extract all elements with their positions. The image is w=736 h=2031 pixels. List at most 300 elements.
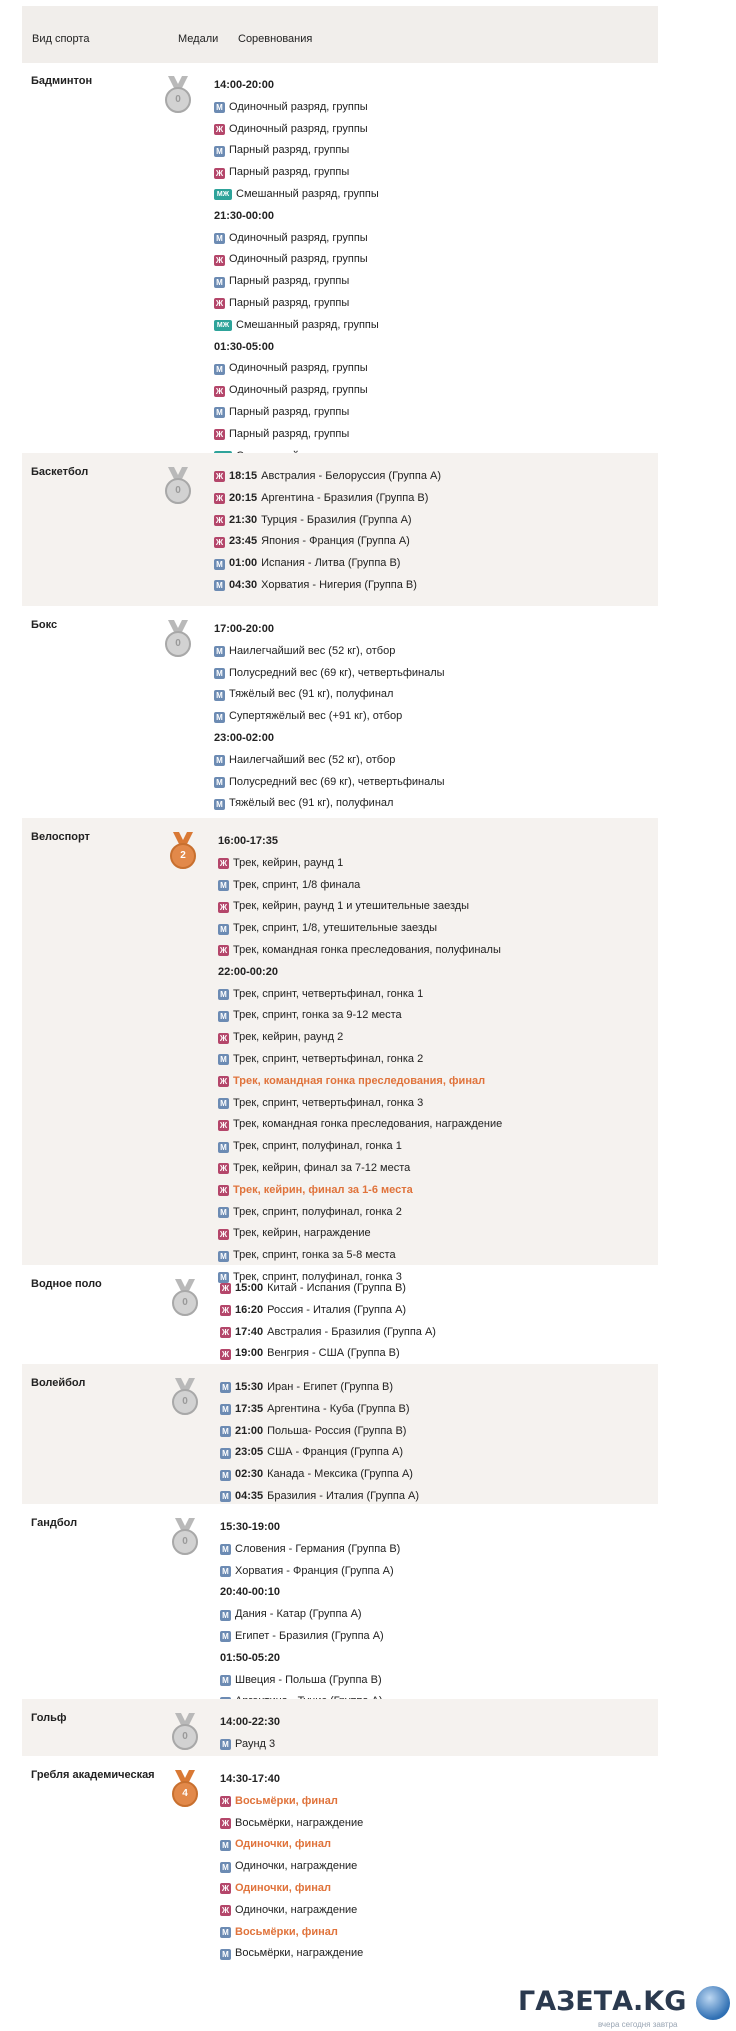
events-list [214, 466, 441, 597]
event-time: 04:30 [229, 578, 258, 591]
site-logo [518, 1986, 736, 2031]
event-item [214, 663, 445, 685]
women-badge-icon: Ж [219, 1120, 228, 1130]
event-text: Хорватия - Франция (Группа А) [235, 1564, 394, 1577]
event-item [214, 380, 379, 402]
men-badge-icon: М [214, 559, 225, 570]
women-badge-icon: Ж [215, 386, 224, 396]
event-item [214, 553, 441, 575]
event-item [214, 466, 441, 488]
men-badge-icon: М [214, 102, 225, 113]
event-item [220, 1539, 400, 1561]
event-text: Парный разряд, группы [229, 405, 350, 418]
event-time: 18:15 [229, 470, 258, 482]
men-badge-icon: М [220, 1631, 231, 1642]
event-item [218, 1136, 502, 1158]
event-text: Одиночки, награждение [235, 1860, 358, 1873]
event-item [214, 793, 445, 815]
event-item [220, 1878, 363, 1900]
men-badge-icon: М [214, 712, 225, 723]
event-item [214, 424, 379, 446]
time-range [220, 1769, 363, 1791]
sport-name: Баскетбол [31, 466, 89, 478]
event-item [220, 1343, 436, 1365]
event-item [214, 140, 379, 162]
sport-row [22, 453, 658, 606]
events-list [220, 1377, 419, 1508]
event-text: Испания - Литва (Группа В) [261, 557, 401, 570]
event-text: Трек, спринт, полуфинал, гонка 1 [233, 1140, 402, 1153]
event-item [214, 184, 379, 206]
event-item [220, 1813, 363, 1835]
event-item [218, 896, 502, 918]
men-badge-icon: М [214, 799, 225, 810]
medal-icon [172, 1518, 198, 1558]
event-text: Трек, командная гонка преследования, награждение [233, 1118, 503, 1131]
event-item [214, 488, 441, 510]
event-text: Супертяжёлый вес (+91 кг), отбор [229, 710, 403, 723]
women-badge-icon: Ж [219, 1186, 228, 1196]
table-header [22, 6, 658, 63]
women-badge-icon: Ж [215, 255, 224, 265]
medal-event-text: Восьмёрки, финал [235, 1925, 338, 1938]
event-time: 23:45 [229, 535, 258, 548]
event-item [218, 918, 502, 940]
event-time: 02:30 [235, 1468, 264, 1481]
events-list [214, 75, 379, 467]
men-badge-icon: М [214, 233, 225, 244]
globe-icon [696, 1986, 730, 2020]
time-range-text: 15:30-19:00 [220, 1521, 280, 1533]
event-text: США - Франция (Группа А) [267, 1446, 403, 1459]
event-text: Трек, спринт, 1/8, утешительные заезды [233, 922, 438, 935]
sport-name: Гольф [31, 1712, 67, 1724]
time-range [220, 1712, 280, 1734]
men-badge-icon: М [220, 1840, 231, 1851]
event-item [214, 531, 441, 553]
event-item [218, 1158, 502, 1180]
women-badge-icon: Ж [215, 472, 224, 482]
event-text: Парный разряд, группы [229, 296, 350, 309]
women-badge-icon: Ж [215, 494, 224, 504]
event-text: Одиночный разряд, группы [229, 253, 368, 266]
time-range-text: 22:00-00:20 [218, 965, 278, 978]
sport-name: Гандбол [31, 1517, 78, 1529]
event-item [220, 1834, 363, 1856]
event-text: Смешанный разряд, группы [236, 187, 379, 200]
medal-count: 0 [172, 1290, 198, 1316]
event-item [214, 575, 441, 597]
event-item [220, 1421, 419, 1443]
events-list [214, 619, 445, 837]
event-text: Раунд 3 [235, 1737, 276, 1750]
event-text: Одиночки, награждение [235, 1903, 358, 1916]
men-badge-icon: М [218, 1142, 229, 1153]
men-badge-icon: М [220, 1404, 231, 1415]
event-item [214, 293, 379, 315]
women-badge-icon: Ж [215, 537, 224, 547]
event-text: Восьмёрки, награждение [235, 1947, 364, 1960]
event-text: Смешанный разряд, группы [236, 318, 379, 331]
event-item [220, 1900, 363, 1922]
sport-row [22, 818, 658, 1283]
women-badge-icon: Ж [215, 515, 224, 525]
event-item [214, 358, 379, 380]
event-item [218, 1180, 502, 1202]
sport-name: Велоспорт [31, 831, 90, 843]
mixed-badge-icon: МЖ [214, 320, 232, 331]
logo-tagline: вчера сегодня завтра [598, 2020, 678, 2029]
event-item [214, 706, 445, 728]
men-badge-icon: М [214, 407, 225, 418]
event-item [220, 1791, 363, 1813]
event-text: Тяжёлый вес (91 кг), полуфинал [229, 797, 394, 810]
women-badge-icon: Ж [221, 1284, 230, 1294]
event-text: Россия - Италия (Группа А) [267, 1303, 407, 1316]
time-range [218, 831, 502, 853]
men-badge-icon: М [218, 924, 229, 935]
event-text: Полусредний вес (69 кг), четвертьфиналы [229, 666, 445, 679]
event-text: Трек, кейрин, раунд 1 и утешительные заезды [233, 900, 470, 913]
event-item [214, 402, 379, 424]
event-item [218, 1114, 502, 1136]
sport-name: Волейбол [31, 1377, 86, 1389]
event-item [220, 1670, 400, 1692]
time-range-text: 21:30-00:00 [214, 209, 274, 222]
event-item [220, 1604, 400, 1626]
men-badge-icon: М [214, 364, 225, 375]
women-badge-icon: Ж [221, 1349, 230, 1359]
medal-icon [172, 1770, 198, 1810]
event-text: Хорватия - Нигерия (Группа В) [261, 578, 417, 591]
sport-name: Гребля академическая [31, 1769, 155, 1781]
events-list [220, 1278, 436, 1365]
sport-row [22, 1504, 658, 1699]
event-time: 21:00 [235, 1424, 264, 1437]
sport-name: Водное поло [31, 1278, 102, 1290]
event-text: Трек, командная гонка преследования, полуфиналы [233, 943, 501, 956]
event-time: 17:40 [235, 1325, 264, 1338]
women-badge-icon: Ж [219, 1033, 228, 1043]
time-range [214, 75, 379, 97]
medal-count: 0 [172, 1529, 198, 1555]
event-item [214, 684, 445, 706]
time-range [220, 1517, 400, 1539]
event-item [218, 984, 502, 1006]
men-badge-icon: М [214, 755, 225, 766]
event-text: Трек, кейрин, раунд 1 [233, 856, 344, 869]
event-item [218, 940, 502, 962]
men-badge-icon: М [214, 646, 225, 657]
event-text: Иран - Египет (Группа В) [267, 1381, 394, 1393]
medal-icon [165, 467, 191, 507]
men-badge-icon: М [214, 146, 225, 157]
women-badge-icon: Ж [219, 1164, 228, 1174]
sport-name: Бокс [31, 619, 58, 631]
event-text: Австралия - Белоруссия (Группа А) [261, 470, 442, 482]
time-range-text: 23:00-02:00 [214, 731, 274, 744]
men-badge-icon: М [220, 1949, 231, 1960]
men-badge-icon: М [220, 1426, 231, 1437]
time-range [214, 619, 445, 641]
event-item [218, 1027, 502, 1049]
event-text: Наилегчайший вес (52 кг), отбор [229, 753, 396, 766]
event-item [214, 228, 379, 250]
event-text: Трек, кейрин, финал за 7-12 места [233, 1161, 411, 1174]
men-badge-icon: М [218, 1207, 229, 1218]
event-text: Словения - Германия (Группа В) [235, 1542, 401, 1555]
event-text: Трек, спринт, 1/8 финала [233, 878, 361, 891]
women-badge-icon: Ж [221, 1906, 230, 1916]
men-badge-icon: М [220, 1382, 231, 1393]
men-badge-icon: М [220, 1862, 231, 1873]
time-range-text: 16:00-17:35 [218, 835, 278, 847]
time-range-text: 01:30-05:00 [214, 340, 274, 353]
time-range-text: 17:00-20:00 [214, 623, 274, 635]
event-time: 15:30 [235, 1381, 264, 1393]
mixed-badge-icon: МЖ [214, 189, 232, 200]
men-badge-icon: М [218, 989, 229, 1000]
women-badge-icon: Ж [219, 859, 228, 869]
women-badge-icon: Ж [219, 1229, 228, 1239]
event-text: Трек, спринт, полуфинал, гонка 2 [233, 1205, 402, 1218]
event-item [218, 1202, 502, 1224]
event-text: Одиночный разряд, группы [229, 122, 368, 135]
event-item [218, 1005, 502, 1027]
event-text: Трек, спринт, гонка за 9-12 места [233, 1009, 402, 1022]
event-text: Парный разряд, группы [229, 275, 350, 288]
time-range-text: 14:00-20:00 [214, 79, 274, 91]
event-item [214, 119, 379, 141]
event-item [218, 853, 502, 875]
medal-icon [172, 1378, 198, 1418]
event-text: Польша- Россия (Группа В) [267, 1424, 407, 1437]
event-item [220, 1464, 419, 1486]
men-badge-icon: М [220, 1470, 231, 1481]
sport-row [22, 1699, 658, 1756]
men-badge-icon: М [218, 880, 229, 891]
event-text: Одиночный разряд, группы [229, 231, 368, 244]
event-item [214, 641, 445, 663]
medal-event-text: Одиночки, финал [235, 1881, 332, 1894]
time-range [218, 962, 502, 984]
men-badge-icon: М [220, 1610, 231, 1621]
event-item [220, 1300, 436, 1322]
events-list [220, 1712, 280, 1756]
women-badge-icon: Ж [215, 299, 224, 309]
event-text: Трек, спринт, четвертьфинал, гонка 3 [233, 1096, 424, 1109]
sport-name: Бадминтон [31, 75, 93, 87]
event-text: Япония - Франция (Группа А) [261, 535, 410, 548]
medal-count: 2 [170, 843, 196, 869]
event-item [214, 510, 441, 532]
time-range-text: 14:00-22:30 [220, 1716, 280, 1728]
event-item [220, 1856, 363, 1878]
event-item [214, 772, 445, 794]
event-text: Канада - Мексика (Группа А) [267, 1468, 413, 1481]
men-badge-icon: М [218, 1054, 229, 1065]
men-badge-icon: М [220, 1566, 231, 1577]
women-badge-icon: Ж [221, 1818, 230, 1828]
time-range [214, 728, 445, 750]
medal-icon [172, 1279, 198, 1319]
event-item [218, 1049, 502, 1071]
events-list [220, 1769, 363, 1965]
medal-count: 0 [172, 1724, 198, 1750]
men-badge-icon: М [220, 1739, 231, 1750]
event-text: Аргентина - Бразилия (Группа В) [261, 491, 429, 504]
event-item [214, 315, 379, 337]
event-text: Парный разряд, группы [229, 144, 350, 157]
time-range [220, 1648, 400, 1670]
time-range [220, 1582, 400, 1604]
men-badge-icon: М [220, 1675, 231, 1686]
men-badge-icon: М [214, 690, 225, 701]
event-item [220, 1561, 400, 1583]
event-text: Швеция - Польша (Группа В) [235, 1673, 382, 1686]
event-item [218, 875, 502, 897]
event-time: 04:35 [235, 1489, 264, 1502]
event-text: Дания - Катар (Группа А) [235, 1608, 362, 1621]
event-text: Австралия - Бразилия (Группа А) [267, 1325, 436, 1338]
event-item [218, 1223, 502, 1245]
event-item [220, 1278, 436, 1300]
event-item [218, 1093, 502, 1115]
event-text: Одиночный разряд, группы [229, 362, 368, 375]
event-text: Одиночный разряд, группы [229, 384, 368, 397]
medal-event-text: Трек, кейрин, финал за 1-6 места [233, 1183, 413, 1196]
event-text: Одиночный разряд, группы [229, 100, 368, 113]
time-range-text: 14:30-17:40 [220, 1773, 280, 1785]
women-badge-icon: Ж [215, 168, 224, 178]
events-list [218, 831, 502, 1289]
medal-icon [165, 76, 191, 116]
event-item [220, 1922, 363, 1944]
event-text: Турция - Бразилия (Группа А) [261, 513, 412, 526]
event-item [220, 1734, 280, 1756]
event-item [220, 1377, 419, 1399]
event-time: 21:30 [229, 513, 258, 526]
medal-count: 0 [165, 631, 191, 657]
event-text: Аргентина - Куба (Группа В) [267, 1402, 410, 1415]
men-badge-icon: М [220, 1927, 231, 1938]
women-badge-icon: Ж [215, 124, 224, 134]
medal-event-text: Восьмёрки, финал [235, 1794, 338, 1807]
sport-row [22, 62, 658, 453]
event-time: 01:00 [229, 557, 258, 570]
event-text: Парный разряд, группы [229, 166, 350, 179]
women-badge-icon: Ж [215, 430, 224, 440]
event-text: Наилегчайший вес (52 кг), отбор [229, 644, 396, 657]
medal-icon [165, 620, 191, 660]
event-text: Трек, спринт, четвертьфинал, гонка 1 [233, 987, 424, 1000]
event-item [220, 1399, 419, 1421]
event-text: Полусредний вес (69 кг), четвертьфиналы [229, 775, 445, 788]
event-item [214, 750, 445, 772]
event-item [220, 1442, 419, 1464]
event-item [214, 97, 379, 119]
women-badge-icon: Ж [221, 1306, 230, 1316]
event-time: 16:20 [235, 1303, 264, 1316]
medal-event-text: Одиночки, финал [235, 1838, 332, 1851]
women-badge-icon: Ж [219, 902, 228, 912]
time-range [214, 337, 379, 359]
event-text: Египет - Бразилия (Группа А) [235, 1629, 384, 1642]
event-time: 20:15 [229, 491, 258, 504]
logo-text: ГАЗЕТА.KG [518, 1986, 687, 2017]
men-badge-icon: М [220, 1544, 231, 1555]
event-item [214, 249, 379, 271]
event-text: Трек, спринт, четвертьфинал, гонка 2 [233, 1052, 424, 1065]
event-item [214, 162, 379, 184]
men-badge-icon: М [220, 1491, 231, 1502]
men-badge-icon: М [218, 1272, 229, 1283]
men-badge-icon: М [214, 580, 225, 591]
event-item [220, 1626, 400, 1648]
sport-row [22, 606, 658, 818]
event-item [218, 1071, 502, 1093]
men-badge-icon: М [220, 1448, 231, 1459]
sport-row [22, 1265, 658, 1364]
medal-count: 4 [172, 1781, 198, 1807]
header-sport: Вид спорта [32, 33, 90, 45]
women-badge-icon: Ж [221, 1797, 230, 1807]
header-events: Соревнования [238, 33, 313, 45]
event-time: 19:00 [235, 1347, 264, 1360]
women-badge-icon: Ж [221, 1884, 230, 1894]
event-item [218, 1245, 502, 1267]
men-badge-icon: М [214, 777, 225, 788]
event-text: Трек, спринт, гонка за 5-8 места [233, 1249, 396, 1262]
event-item [220, 1943, 363, 1965]
event-text: Трек, спринт, полуфинал, гонка 3 [233, 1270, 402, 1283]
medal-count: 0 [165, 478, 191, 504]
medal-icon [170, 832, 196, 872]
time-range [214, 206, 379, 228]
event-text: Восьмёрки, награждение [235, 1816, 364, 1829]
men-badge-icon: М [218, 1011, 229, 1022]
time-range-text: 20:40-00:10 [220, 1586, 280, 1599]
event-text: Парный разряд, группы [229, 427, 350, 440]
event-text: Венгрия - США (Группа В) [267, 1347, 400, 1360]
women-badge-icon: Ж [221, 1327, 230, 1337]
medal-count: 0 [165, 87, 191, 113]
header-medals: Медали [178, 33, 219, 45]
men-badge-icon: М [214, 277, 225, 288]
event-text: Китай - Испания (Группа В) [267, 1282, 406, 1294]
event-text: Трек, кейрин, награждение [233, 1227, 371, 1240]
event-item [220, 1322, 436, 1344]
medal-event-text: Трек, командная гонка преследования, финал [233, 1074, 486, 1087]
event-item [214, 271, 379, 293]
men-badge-icon: М [218, 1251, 229, 1262]
men-badge-icon: М [218, 1098, 229, 1109]
events-list [220, 1517, 400, 1713]
event-time: 15:00 [235, 1282, 264, 1294]
women-badge-icon: Ж [219, 946, 228, 956]
event-text: Трек, кейрин, раунд 2 [233, 1031, 344, 1044]
medal-count: 0 [172, 1389, 198, 1415]
medal-icon [172, 1713, 198, 1753]
men-badge-icon: М [214, 668, 225, 679]
event-time: 17:35 [235, 1402, 264, 1415]
women-badge-icon: Ж [219, 1077, 228, 1087]
event-text: Бразилия - Италия (Группа А) [267, 1489, 420, 1502]
sport-row [22, 1364, 658, 1504]
event-text: Тяжёлый вес (91 кг), полуфинал [229, 688, 394, 701]
event-time: 23:05 [235, 1446, 264, 1459]
time-range-text: 01:50-05:20 [220, 1651, 280, 1664]
